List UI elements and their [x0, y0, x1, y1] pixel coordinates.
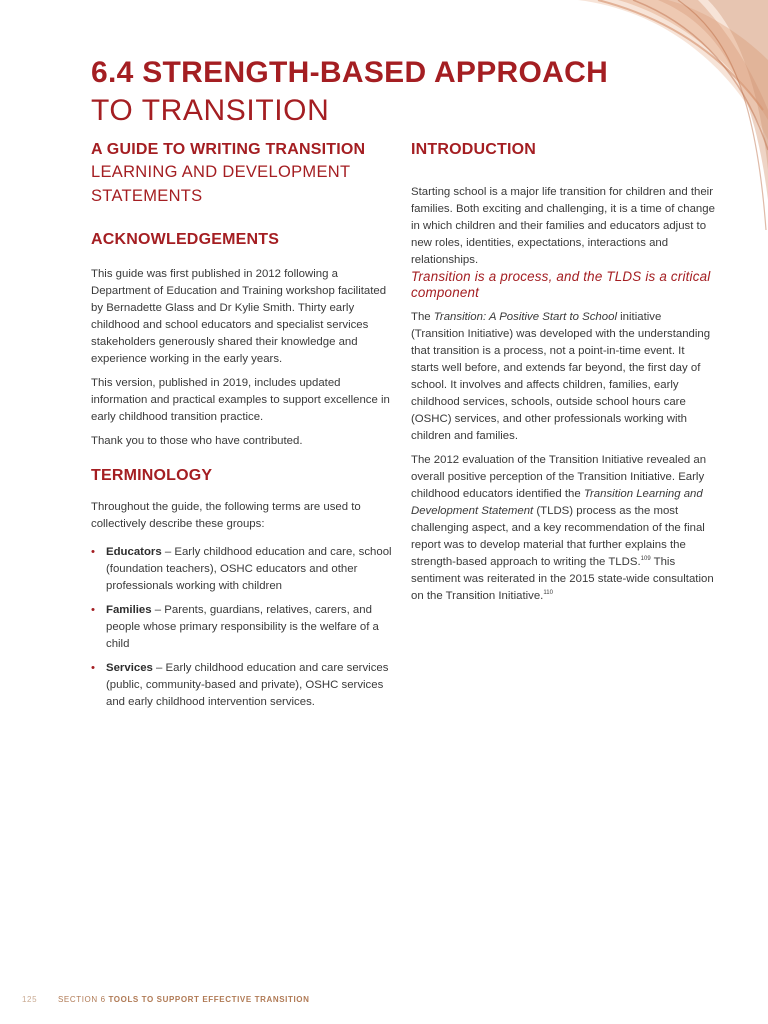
right-column [411, 140, 715, 605]
tlds-name: Transition Learning and Development Statement [411, 488, 703, 517]
acknowledgements-paragraph-2: This version, published in 2019, includes updated information and practical examples to support excellence in early childhood transition practice. [91, 377, 390, 423]
acknowledgements-paragraph-1: This guide was first published in 2012 following a Department of Education and Training workshop facilitated by Bernadette Glass and Dr Kylie Smith. Thirty early childhood and school educators and specialist services stakeholders generously shared their knowledge and experience working in the early years. [91, 268, 387, 365]
introduction-paragraph-2: The Transition: A Positive Start to School initiative (Transition Initiative) was developed with the understanding that transition is a process, not a point-in-time event. It starts well before, and extends far beyond, the first day of school. It involves and affects children, families, early childhood services, schools, outside school hours care (OSHC) services, and other professionals working with children and families. [411, 311, 711, 442]
term-label: Families [106, 604, 152, 616]
term-label: Educators [106, 546, 162, 558]
term-label: Services [106, 662, 153, 674]
acknowledgements-paragraph-3: Thank you to those who have contributed. [91, 435, 303, 447]
introduction-heading: INTRODUCTION [411, 141, 537, 158]
page-title-light: TO TRANSITION [91, 94, 330, 127]
list-item [91, 602, 395, 653]
initiative-name: Transition: A Positive Start to School [433, 311, 617, 323]
term-description: – Parents, guardians, relatives, carers, and people whose primary responsibility is the welfare of a child [106, 604, 379, 650]
introduction-paragraph-3: The 2012 evaluation of the Transition Initiative revealed an overall positive perception of the Transition Initiative. Early childhood educators identified the Transition Learning and Development Statement (TLDS) process as the most challenging aspect, and a key recommendation of the final report was to develop material that further explains the strength-based approach to writing the TLDS.$^{109}$ This sentiment was reiterated in the 2015 state-wide consultation on the Transition Initiative.$^{110}$ [411, 454, 714, 602]
terminology-list [91, 544, 395, 711]
left-column [91, 140, 395, 711]
bullet-icon: • [91, 546, 95, 558]
guide-subheading: LEARNING AND DEVELOPMENT STATEMENTS [91, 163, 351, 205]
term-description: – Early childhood education and care services (public, community-based and private), OSHC services and early childhood intervention services. [106, 662, 389, 708]
guide-heading: A GUIDE TO WRITING TRANSITION [91, 141, 366, 158]
list-item [91, 660, 395, 711]
page-number: 125 [22, 995, 38, 1004]
page-footer [22, 995, 309, 1004]
terminology-intro: Throughout the guide, the following terms are used to collectively describe these groups: [91, 501, 361, 530]
footer-section-title: TOOLS TO SUPPORT EFFECTIVE TRANSITION [108, 995, 310, 1004]
terminology-heading: TERMINOLOGY [91, 467, 213, 484]
term-description: – Early childhood education and care, school (foundation teachers), OSHC educators and other professionals working with children [106, 546, 392, 592]
page-title-bold: 6.4 STRENGTH-BASED APPROACH [91, 56, 609, 89]
page-title [91, 54, 608, 130]
footer-section: SECTION 6 [57, 995, 106, 1004]
list-item [91, 544, 395, 595]
acknowledgements-heading: ACKNOWLEDGEMENTS [91, 231, 280, 248]
introduction-subheading: Transition is a process, and the TLDS is a critical component [411, 269, 711, 300]
footnote-ref-110: 110 [543, 590, 553, 597]
footnote-ref-109: 109 [640, 556, 651, 563]
introduction-paragraph-1: Starting school is a major life transition for children and their families. Both exciting and challenging, it is a time of change in which children and their families and educators adjust to new roles, identities, expectations, interactions and relationships. [411, 186, 715, 266]
bullet-icon: • [91, 662, 95, 674]
bullet-icon: • [91, 604, 95, 616]
